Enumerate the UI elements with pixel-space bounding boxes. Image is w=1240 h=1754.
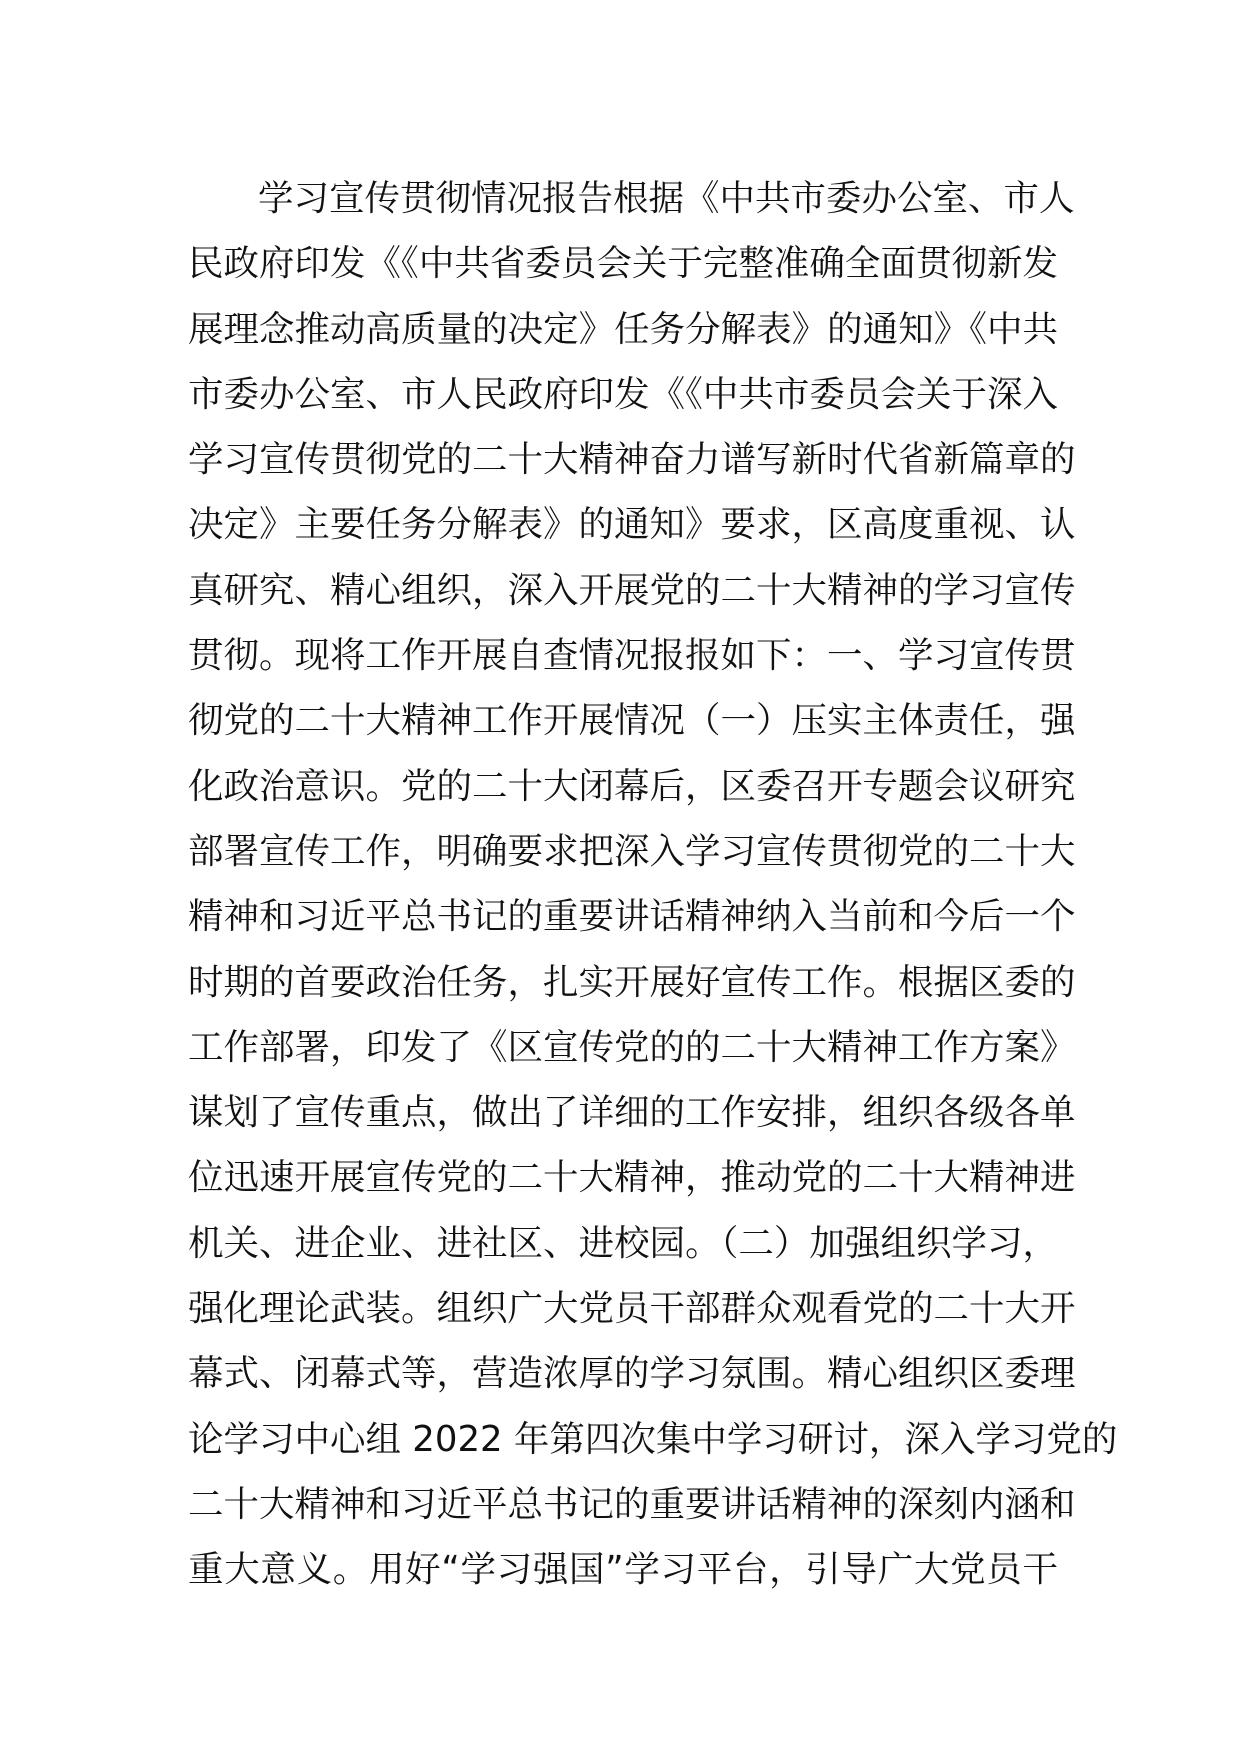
text-line: 幕式、闭幕式等，营造浓厚的学习氛围。精心组织区委理: [188, 1353, 1076, 1395]
text-line: 真研究、精心组织，深入开展党的二十大精神的学习宣传: [188, 569, 1076, 611]
text-line: 民政府印发《《中共省委员会关于完整准确全面贯彻新发: [188, 243, 1058, 285]
text-line: 决定》主要任务分解表》的通知》要求，区高度重视、认: [188, 504, 1076, 546]
text-line: 重大意义。用好“学习强国”学习平台，引导广大党员干: [188, 1549, 1058, 1591]
text-line: 市委办公室、市人民政府印发《《中共市委员会关于深入: [188, 373, 1058, 415]
text-line: 展理念推动高质量的决定》任务分解表》的通知》《中共: [188, 308, 1058, 350]
text-line: 位迅速开展宣传党的二十大精神，推动党的二十大精神进: [188, 1157, 1076, 1199]
text-line: 彻党的二十大精神工作开展情况（一）压实主体责任，强: [188, 700, 1076, 742]
text-line: 精神和习近平总书记的重要讲话精神纳入当前和今后一个: [188, 896, 1076, 938]
text-line: 化政治意识。党的二十大闭幕后，区委召开专题会议研究: [188, 765, 1076, 807]
text-line: 贯彻。现将工作开展自查情况报报如下：一、学习宣传贯: [188, 635, 1076, 677]
text-line: 机关、进企业、进社区、进校园。（二）加强组织学习，: [188, 1222, 1058, 1264]
text-line: 学习宣传贯彻情况报告根据《中共市委办公室、市人: [258, 178, 1075, 219]
text-line: 论学习中心组 2022 年第四次集中学习研讨，深入学习党的: [188, 1418, 1118, 1460]
text-line: 学习宣传贯彻党的二十大精神奋力谱写新时代省新篇章的: [188, 439, 1076, 481]
report-body: [188, 166, 1118, 1603]
text-line: 强化理论武装。组织广大党员干部群众观看党的二十大开: [188, 1288, 1076, 1330]
text-line: 时期的首要政治任务，扎实开展好宣传工作。根据区委的: [188, 961, 1076, 1003]
text-line: 谋划了宣传重点，做出了详细的工作安排，组织各级各单: [188, 1092, 1076, 1134]
text-line: 工作部署，印发了《区宣传党的的二十大精神工作方案》: [188, 1026, 1076, 1068]
text-line: 二十大精神和习近平总书记的重要讲话精神的深刻内涵和: [188, 1483, 1076, 1525]
text-line: 部署宣传工作，明确要求把深入学习宣传贯彻党的二十大: [188, 830, 1076, 872]
